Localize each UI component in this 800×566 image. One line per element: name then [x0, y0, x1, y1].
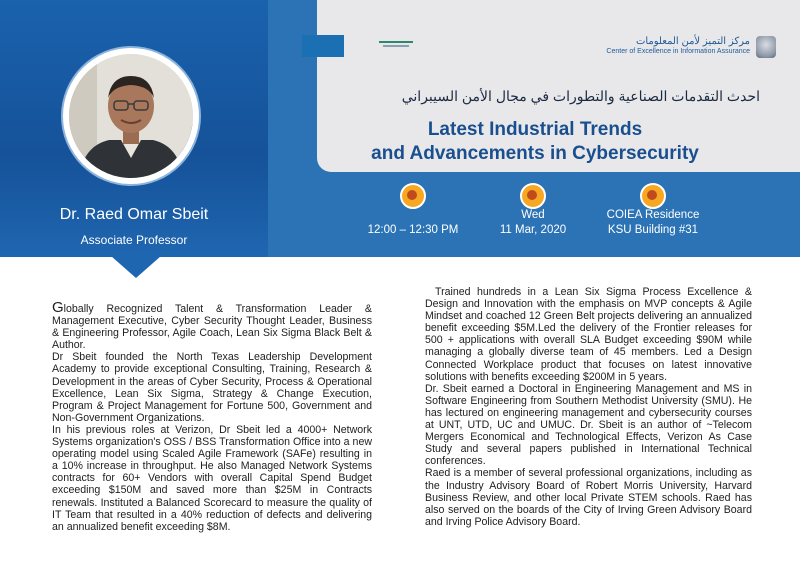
event-title-arabic: احدث التقدمات الصناعية والتطورات في مجال الأمن السيبراني [401, 88, 760, 104]
event-title [340, 118, 730, 166]
event-title-line-1: Latest Industrial Trends [427, 119, 643, 140]
event-location [598, 183, 708, 238]
speaker-photo [69, 54, 193, 178]
event-date-text: 11 Mar, 2020 [499, 224, 567, 236]
center-name-english: Center of Excellence in Information Assurance [606, 48, 750, 55]
bio-dropcap: G [52, 299, 64, 316]
bio-paragraph-3: In his previous roles at Verizon, Dr Sbeit led a 4000+ Network Systems organization's OSS / BSS Transformation Office into a new operating model using Scaled Agile Framework (SAFe) resulting in a 10% increase in throughput. He also Managed Network Systems contracts for 60+ Vendors with overall Capital Spend Budget exceeding $150M and saved more than $25M in Contracts renewals. Instituted a Balanced Scorecard to measure the quality of IT Team that resulted in a 40% reduction of defects and delivering an annualized benefit exceeding $8M. [52, 423, 372, 533]
event-time [358, 183, 468, 238]
bio-paragraph-1-text: lobally Recognized Talent & Transformation Leader & Management Executive, Cyber Security Thought Leader, Business & Engineering Professor, Agile Coach, Lean Six Sigma Black Belt & Author. [52, 303, 372, 352]
bio-column-left [52, 299, 372, 533]
speaker-panel-pointer [111, 256, 161, 278]
event-day-text: Wed [521, 209, 545, 221]
ministry-logo-mark [379, 37, 413, 51]
clock-icon [400, 183, 426, 209]
event-location-line-1: COIEA Residence [606, 209, 700, 221]
speaker-title: Associate Professor [80, 233, 188, 247]
event-title-line-2: and Advancements in Cybersecurity [371, 143, 699, 164]
speaker-panel [0, 0, 268, 257]
bio-paragraph-6: Raed is a member of several professional organizations, including as the Industry Advisory Board of Robert Morris University, Harvard Business Review, and other local Private STEM schools. Raed has also served on the boards of the City of Irving Green Advisory Board and Irving Police Advisory Board. [425, 467, 752, 528]
ministry-logo [379, 37, 413, 51]
speaker-photo-frame [63, 48, 199, 184]
header-band [0, 0, 800, 257]
bio-paragraph-1 [52, 299, 372, 352]
center-logo-text [606, 37, 750, 57]
center-shield-logo [756, 36, 776, 58]
bio-paragraph-5: Dr. Sbeit earned a Doctoral in Engineering Management and MS in Software Engineering from Southern Methodist University (SMU). He has lectured on engineering management and cybersecurity courses at UNT, UTD, UC and UMUC. Dr. Sbeit is an author of ~Telecom Mergers Economical and Technological Effects, Verizon As Case Study and several papers published in International Technical conferences. [425, 382, 752, 468]
location-pin-icon [640, 183, 666, 209]
calendar-icon [520, 183, 546, 209]
event-date [478, 183, 588, 238]
bio-paragraph-2: Dr Sbeit founded the North Texas Leadership Development Academy to provide exceptional Consulting, Training, Research & Development in the areas of Cyber Security, Process & Operational Excellence, Lean Six Sigma, Strategy & Change Execution, Program & Project Management for Fortune 500, Government and Non-Government Organizations. [52, 351, 372, 424]
event-time-text: 12:00 – 12:30 PM [367, 224, 459, 236]
bio-paragraph-4: Trained hundreds in a Lean Six Sigma Process Excellence & Design and Innovation with the emphasis on MVP concepts & Agile Mindset and coached 12 Green Belt projects delivering an annualized benefit exceeding $5M.Led the delivery of the Frontier releases for 500 + applications with overall SLA Budget exceeding $90M while managing a globally diverse team of 45 members. Led a Design Connected Workplace product that focuses on latest innovative solutions with benefits exceeding $200M in 5 years. [425, 286, 752, 383]
speaker-portrait-image [69, 54, 193, 178]
university-logo [302, 35, 344, 57]
speaker-name: Dr. Raed Omar Sbeit [59, 206, 209, 223]
bio-column-right [425, 286, 752, 528]
event-location-line-2: KSU Building #31 [607, 224, 699, 236]
center-name-arabic: مركز التميز لأمن المعلومات [635, 36, 750, 47]
